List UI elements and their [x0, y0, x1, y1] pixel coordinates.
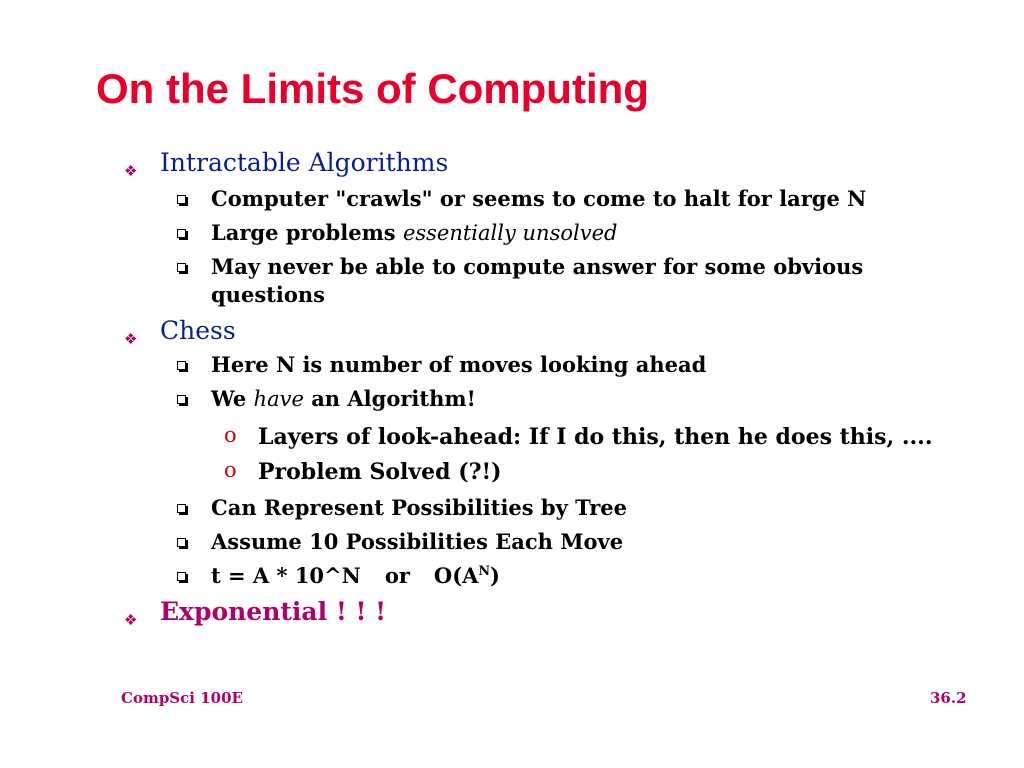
bullet-exponential [124, 597, 387, 629]
bullet-never [211, 254, 863, 280]
bullet-crawls-text: Computer "crawls" or seems to come to halt for large N [211, 186, 867, 211]
bullet-assume [211, 529, 623, 555]
bullet-formula [211, 563, 500, 589]
bullet-here-n-text: Here N is number of moves looking ahead [211, 352, 707, 377]
bullet-chess-text: Chess [160, 316, 236, 345]
formula-superscript: N [478, 563, 490, 578]
diamond-bullet-icon: ❖ [124, 162, 138, 180]
formula-big-o: O(A [433, 563, 479, 588]
bullet-large-problems-text: Large problems [211, 220, 403, 245]
bullet-have-emphasis: have [253, 387, 304, 411]
bullet-tree [211, 495, 627, 521]
bullet-never-continuation [211, 282, 325, 308]
ring-bullet-icon: o [224, 423, 237, 447]
square-bullet-icon [177, 538, 186, 547]
bullet-never-line1: May never be able to compute answer for some obvious [211, 254, 864, 279]
bullet-exponential-text: Exponential ! ! ! [160, 597, 387, 626]
formula-or: or [384, 563, 410, 588]
bullet-intractable-text: Intractable Algorithms [160, 148, 449, 177]
square-bullet-icon [177, 361, 186, 370]
diamond-bullet-icon: ❖ [124, 330, 138, 348]
bullet-assume-text: Assume 10 Possibilities Each Move [211, 529, 624, 554]
bullet-tree-text: Can Represent Possibilities by Tree [211, 495, 628, 520]
bullet-an-algorithm: an Algorithm! [303, 386, 476, 411]
bullet-never-line2: questions [211, 282, 325, 307]
diamond-bullet-icon: ❖ [124, 611, 138, 629]
square-bullet-icon [177, 395, 186, 404]
bullet-crawls [211, 186, 866, 212]
bullet-chess [124, 316, 236, 348]
footer-slide-number: 36.2 [930, 689, 967, 707]
bullet-intractable [124, 148, 449, 180]
slide-title: On the Limits of Computing [96, 65, 649, 112]
bullet-we: We [211, 386, 254, 411]
bullet-solved-text: Problem Solved (?!) [258, 459, 502, 485]
bullet-layers [224, 423, 933, 451]
square-bullet-icon [177, 572, 186, 581]
square-bullet-icon [177, 229, 186, 238]
bullet-solved [224, 458, 502, 486]
footer-course: CompSci 100E [121, 689, 243, 707]
formula-t: t = A * 10^N [211, 563, 361, 588]
bullet-large-problems-emphasis: essentially unsolved [402, 221, 618, 245]
bullet-algorithm [211, 386, 476, 412]
formula-close: ) [489, 563, 500, 588]
bullet-here-n [211, 352, 706, 378]
square-bullet-icon [177, 195, 186, 204]
square-bullet-icon [177, 504, 186, 513]
ring-bullet-icon: o [224, 458, 237, 482]
bullet-large-problems [211, 220, 617, 246]
square-bullet-icon [177, 263, 186, 272]
bullet-layers-text: Layers of look-ahead: If I do this, then he does this, .... [258, 424, 933, 450]
